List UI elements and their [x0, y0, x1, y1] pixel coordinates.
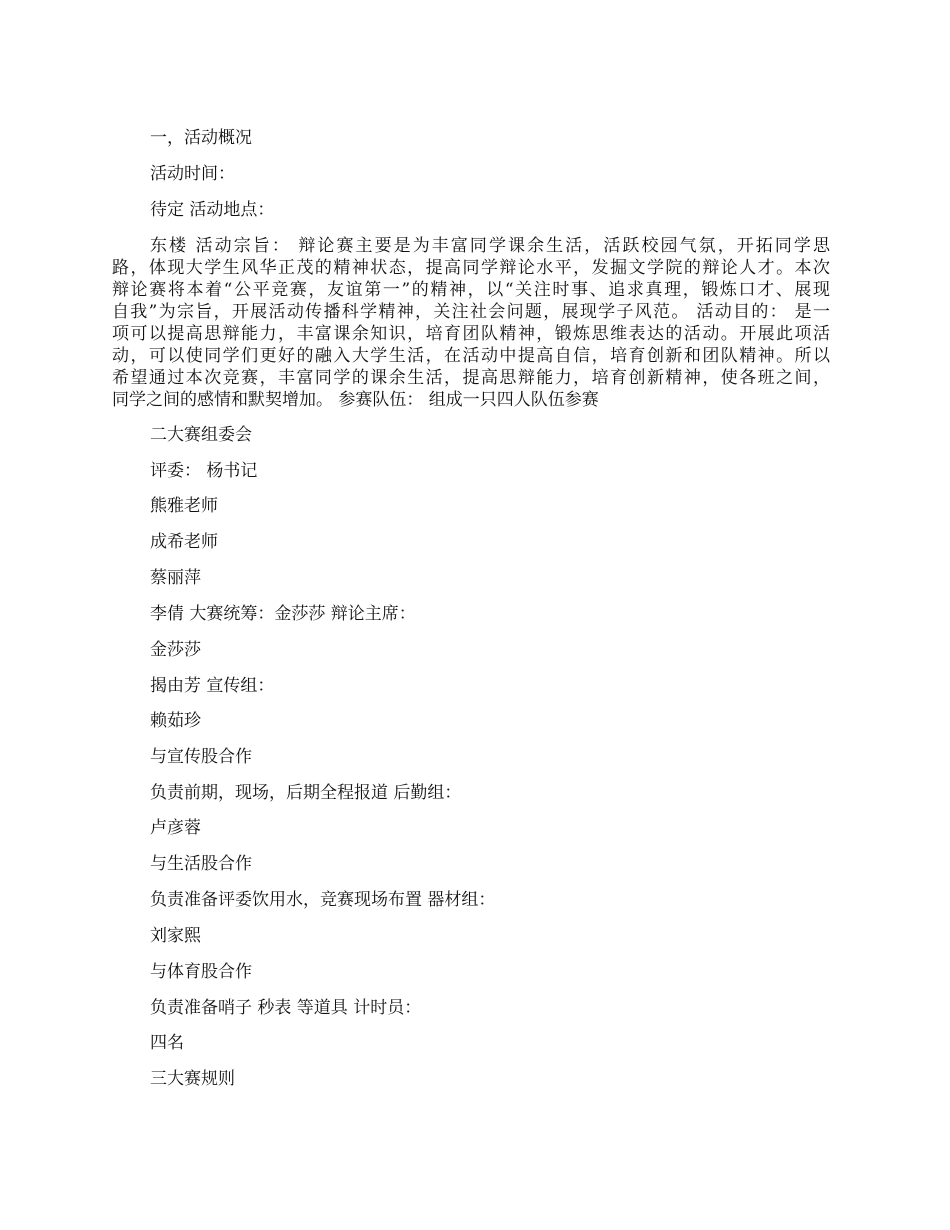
pending-location-line: 待定 活动地点： — [150, 200, 275, 220]
judges-line: 评委： 杨书记 — [150, 461, 258, 481]
purpose-line: 动，可以使同学们更好的融入大学生活，在活动中提高自信，培育创新和团队精神。所以 — [112, 346, 830, 366]
coordinator-line: 李倩 大赛统筹：金莎莎 辩论主席： — [150, 604, 416, 624]
judge-name: 蔡丽萍 — [150, 568, 201, 588]
logistics-name: 卢彦蓉 — [150, 818, 201, 838]
equipment-name: 刘家熙 — [150, 926, 201, 946]
logistics-duty: 负责准备评委饮用水，竞赛现场布置 器材组： — [150, 890, 496, 910]
timekeeper-count: 四名 — [150, 1033, 184, 1053]
logistics-coop: 与生活股合作 — [150, 854, 252, 874]
equipment-coop: 与体育股合作 — [150, 962, 252, 982]
chair-name: 金莎莎 — [150, 640, 201, 660]
section1-heading: 一，活动概况 — [150, 128, 252, 148]
judge-name: 熊雅老师 — [150, 496, 218, 516]
publicity-duty: 负责前期，现场，后期全程报道 后勤组： — [150, 783, 462, 803]
publicity-name: 赖茹珍 — [150, 711, 201, 731]
publicity-line: 揭由芳 宣传组： — [150, 676, 275, 696]
purpose-line: 东楼 活动宗旨： 辩论赛主要是为丰富同学课余生活，活跃校园气氛，开拓同学思 — [150, 236, 830, 256]
purpose-line: 路，体现大学生风华正茂的精神状态，提高同学辩论水平，发掘文学院的辩论人才。本次 — [112, 258, 830, 278]
purpose-line: 项可以提高思辩能力，丰富课余知识，培育团队精神，锻炼思维表达的活动。开展此项活 — [112, 324, 830, 344]
activity-time-label: 活动时间： — [150, 164, 235, 184]
purpose-line: 辩论赛将本着“公平竞赛，友谊第一”的精神，以“关注时事、追求真理，锻炼口才、展现 — [112, 280, 830, 300]
purpose-line: 自我”为宗旨，开展活动传播科学精神，关注社会问题，展现学子风范。 活动目的： 是一 — [112, 302, 830, 322]
equipment-duty: 负责准备哨子 秒表 等道具 计时员： — [150, 998, 422, 1018]
purpose-line: 希望通过本次竞赛，丰富同学的课余生活，提高思辩能力，培育创新精神，使各班之间， — [112, 368, 830, 388]
publicity-coop: 与宣传股合作 — [150, 747, 252, 767]
section3-heading: 三大赛规则 — [150, 1069, 235, 1089]
purpose-line: 同学之间的感情和默契增加。 参赛队伍： 组成一只四人队伍参赛 — [112, 390, 599, 410]
section2-heading: 二大赛组委会 — [150, 425, 252, 445]
judge-name: 成希老师 — [150, 532, 218, 552]
purpose-paragraph — [112, 235, 830, 411]
